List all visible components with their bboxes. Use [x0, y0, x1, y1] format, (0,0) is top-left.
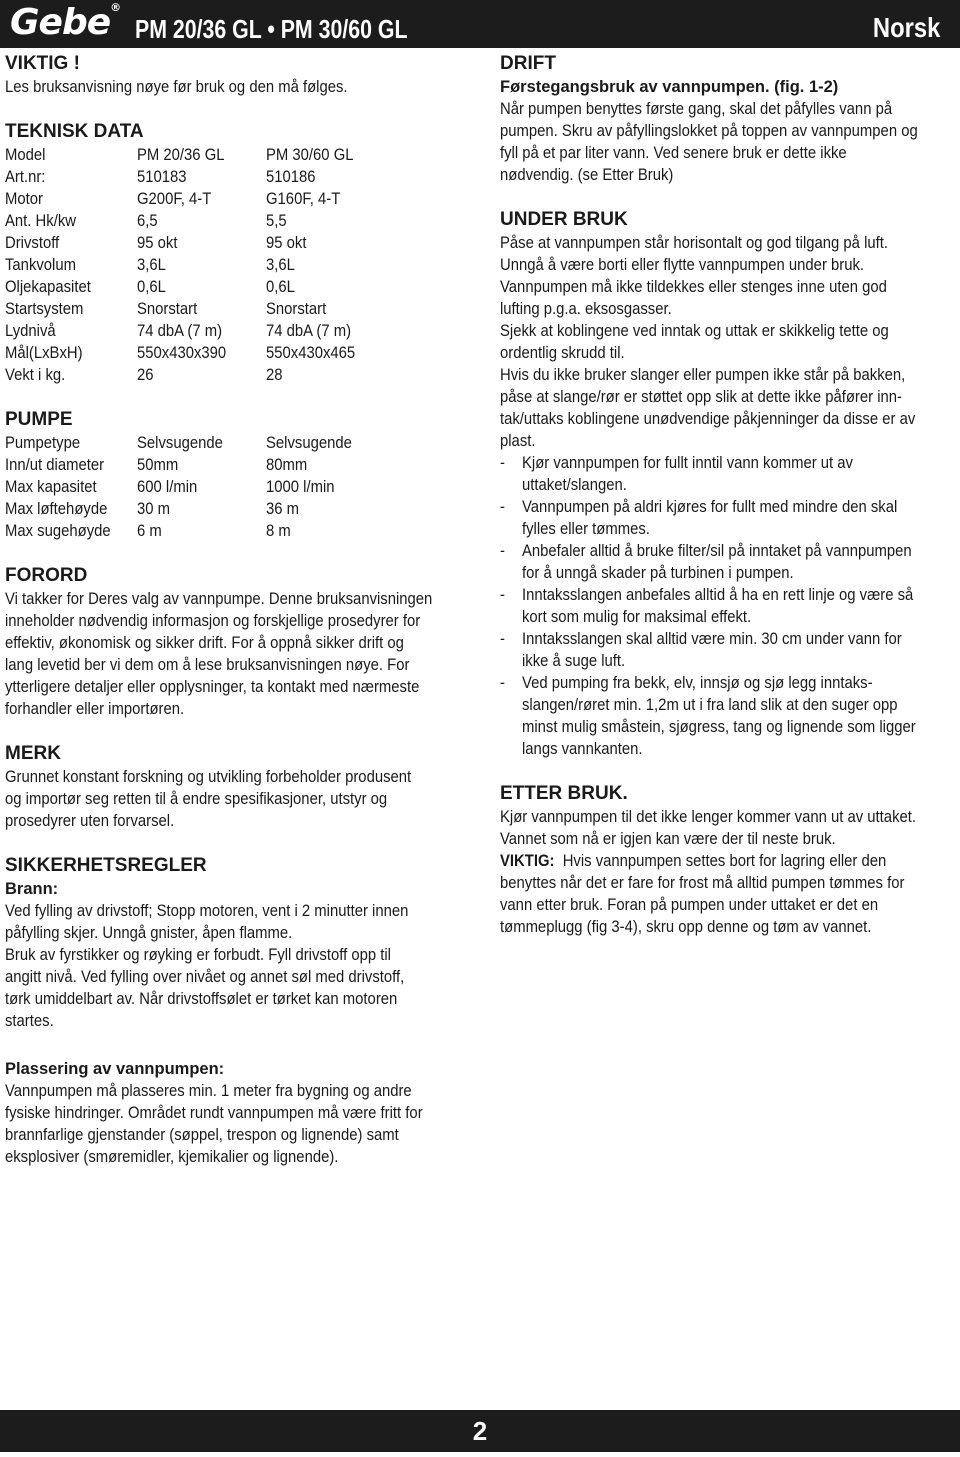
spec-value: G160F, 4-T	[266, 190, 341, 208]
bullet-line: Vannpumpen på aldri kjøres for fullt med mindre den skal	[522, 498, 898, 516]
brann-text	[5, 900, 475, 1032]
spec-value: 6 m	[137, 522, 162, 540]
spec-row	[5, 342, 475, 364]
text-line: lufting p.g.a. eksosgasser.	[500, 300, 672, 318]
text-line: ytterligere detaljer eller opplysninger, ta kontakt med nærmeste	[5, 678, 420, 696]
right-column	[500, 52, 955, 938]
text-line: plast.	[500, 432, 536, 450]
text-line: Vannpumpen må ikke tildekkes eller stenges inne uten god	[500, 278, 887, 296]
drift-heading: DRIFT	[500, 53, 556, 74]
bullet-line: fylles eller tømmes.	[522, 520, 650, 538]
pumpe-table	[5, 432, 475, 542]
text-line: vann etter bruk. Foran på pumpen under uttaket er det en	[500, 896, 879, 914]
text-line: Når pumpen benyttes første gang, skal det påfylles vann på	[500, 100, 893, 118]
viktig-heading: VIKTIG !	[5, 53, 80, 74]
text-line: Unngå å være borti eller flytte vannpumpen under bruk.	[500, 256, 865, 274]
forste-heading: Førstegangsbruk av vannpumpen. (fig. 1-2)	[500, 78, 839, 96]
text-line: eksplosiver (smøremidler, kjemikalier og lignende).	[5, 1148, 339, 1166]
spec-value: PM 20/36 GL	[137, 146, 225, 164]
dash-marker: -	[500, 630, 505, 648]
text-line: tømmeplugg (fig 3-4), skru opp denne og tøm av vannet.	[500, 918, 872, 936]
spec-value: 1000 l/min	[266, 478, 335, 496]
bullet-line: kort som mulig for maksimal effekt.	[522, 608, 752, 626]
language-label: Norsk	[872, 12, 940, 43]
bullet-line: uttaket/slangen.	[522, 476, 627, 494]
spec-label: Ant. Hk/kw	[5, 212, 76, 230]
spec-row	[5, 320, 475, 342]
spec-row	[5, 210, 475, 232]
spec-value: 74 dbA (7 m)	[137, 322, 223, 340]
text-line: tørk umiddelbart av. Når drivstoffsølet er tørket kan motoren	[5, 990, 398, 1008]
text-line: angitt nivå. Ved fylling over nivået og annet søl med drivstoff,	[5, 968, 405, 986]
spec-value: 550x430x390	[137, 344, 227, 362]
spec-label: Inn/ut diameter	[5, 456, 105, 474]
text-line: Vannpumpen må plasseres min. 1 meter fra bygning og andre	[5, 1082, 412, 1100]
spec-label: Pumpetype	[5, 434, 81, 452]
spec-value: 5,5	[266, 212, 287, 230]
text-line: ordentlig skrudd til.	[500, 344, 625, 362]
dash-marker: -	[500, 542, 505, 560]
spec-row	[5, 166, 475, 188]
spec-row	[5, 432, 475, 454]
text-line: Påse at vannpumpen står horisontalt og god tilgang på luft.	[500, 234, 889, 252]
viktig-label: VIKTIG:	[500, 852, 555, 870]
etter-text	[500, 806, 955, 850]
text-line: Ved fylling av drivstoff; Stopp motoren, vent i 2 minutter innen	[5, 902, 409, 920]
text-line: Sjekk at koblingene ved inntak og uttak er skikkelig tette og	[500, 322, 889, 340]
dash-marker: -	[500, 586, 505, 604]
header-bar	[0, 0, 960, 48]
spec-label: Tankvolum	[5, 256, 76, 274]
spec-value: Snorstart	[137, 300, 198, 318]
bullet-line: for å unngå skader på turbinen i pumpen.	[522, 564, 794, 582]
bullet-item	[500, 496, 955, 540]
spec-row	[5, 232, 475, 254]
spec-value: 6,5	[137, 212, 158, 230]
spec-label: Mål(LxBxH)	[5, 344, 83, 362]
spec-value: 74 dbA (7 m)	[266, 322, 352, 340]
spec-value: G200F, 4-T	[137, 190, 212, 208]
text-line: pumpen. Skru av påfyllingslokket på toppen av vannpumpen og	[500, 122, 918, 140]
bullet-line: Inntaksslangen skal alltid være min. 30 cm under vann for	[522, 630, 902, 648]
spec-value: Selvsugende	[266, 434, 352, 452]
dash-marker: -	[500, 454, 505, 472]
text-line: Vannet som nå er igjen kan være der til neste bruk.	[500, 830, 836, 848]
spec-row	[5, 254, 475, 276]
spec-label: Max kapasitet	[5, 478, 97, 496]
viktig-text: Les bruksanvisning nøye før bruk og den må følges.	[5, 78, 348, 96]
spec-value: 26	[137, 366, 154, 384]
viktig-note-first: VIKTIG: Hvis vannpumpen settes bort for lagring eller den	[500, 852, 887, 870]
spec-label: Max løftehøyde	[5, 500, 108, 518]
merk-heading: MERK	[5, 743, 61, 764]
text-line: og importør seg retten til å endre spesifikasjoner, utstyr og	[5, 790, 388, 808]
viktig-note-text	[500, 872, 955, 938]
bullet-line: Kjør vannpumpen for fullt inntil vann kommer ut av	[522, 454, 853, 472]
left-column	[5, 52, 475, 1032]
text-line: brannfarlige gjenstander (søppel, trespon og lignende) samt	[5, 1126, 399, 1144]
spec-label: Oljekapasitet	[5, 278, 91, 296]
forord-text	[5, 588, 475, 720]
spec-value: 3,6L	[266, 256, 295, 274]
text-line: påfylling skjer. Unngå gnister, åpen flamme.	[5, 924, 293, 942]
bullet-item	[500, 584, 955, 628]
pumpe-heading: PUMPE	[5, 409, 73, 430]
text-line: Bruk av fyrstikker og røyking er forbudt. Fyll drivstoff opp til	[5, 946, 391, 964]
spec-value: 80mm	[266, 456, 308, 474]
spec-value: PM 30/60 GL	[266, 146, 354, 164]
page-number: 2	[472, 1416, 488, 1446]
forste-text	[500, 98, 955, 186]
spec-value: 510183	[137, 168, 187, 186]
etter-heading: ETTER BRUK.	[500, 783, 628, 804]
spec-value: 0,6L	[266, 278, 295, 296]
spec-value: 600 l/min	[137, 478, 198, 496]
bullet-line: slangen/røret min. 1,2m ut i fra land slik at den suger opp	[522, 696, 898, 714]
spec-row	[5, 476, 475, 498]
text-line: Vi takker for Deres valg av vannpumpe. Denne bruksanvisningen	[5, 590, 433, 608]
spec-row	[5, 188, 475, 210]
bullet-line: minst mulig småstein, sjøgress, tang og lignende som ligger	[522, 718, 916, 736]
text-line: startes.	[5, 1012, 54, 1030]
model-title: PM 20/36 GL • PM 30/60 GL	[135, 14, 408, 44]
bullet-item	[500, 628, 955, 672]
bullet-line: ikke å suge luft.	[522, 652, 626, 670]
bullet-list	[500, 452, 955, 760]
brann-heading: Brann:	[5, 880, 59, 898]
merk-text	[5, 766, 475, 832]
plassering-heading: Plassering av vannpumpen:	[5, 1060, 225, 1078]
bullet-line: Anbefaler alltid å bruke filter/sil på inntaket på vannpumpen	[522, 542, 912, 560]
spec-value: 50mm	[137, 456, 179, 474]
teknisk-table	[5, 144, 475, 386]
bullet-item	[500, 672, 955, 760]
plassering-section	[5, 1058, 475, 1168]
sikkerhet-heading: SIKKERHETSREGLER	[5, 855, 207, 876]
text-line: påse at slange/rør er støttet opp slik at dette ikke påfører inn-	[500, 388, 902, 406]
spec-label: Startsystem	[5, 300, 84, 318]
spec-row	[5, 144, 475, 166]
text-line: forhandler eller importøren.	[5, 700, 185, 718]
gebe-logo: Gebe®	[10, 1, 121, 43]
text-line: fyll på et par liter vann. Ved senere bruk er dette ikke	[500, 144, 847, 162]
bullet-line: Inntaksslangen anbefales alltid å ha en rett linje og være så	[522, 586, 914, 604]
dash-marker: -	[500, 674, 505, 692]
spec-label: Vekt i kg.	[5, 366, 66, 384]
text-line: effektiv, økonomisk og sikker drift. For å oppnå sikker drift og	[5, 634, 404, 652]
forord-heading: FORORD	[5, 565, 88, 586]
spec-label: Max sugehøyde	[5, 522, 111, 540]
spec-value: 28	[266, 366, 283, 384]
text-line: inneholder nødvendig informasjon og forskjellige prosedyrer for	[5, 612, 421, 630]
text-line: tak/uttaks koblingene unødvendige påkjenninger da disse er av	[500, 410, 916, 428]
spec-value: 550x430x465	[266, 344, 356, 362]
spec-value: Snorstart	[266, 300, 327, 318]
spec-row	[5, 364, 475, 386]
text-line: nødvendig. (se Etter Bruk)	[500, 166, 674, 184]
spec-label: Drivstoff	[5, 234, 60, 252]
spec-value: 510186	[266, 168, 316, 186]
spec-value: 95 okt	[266, 234, 307, 252]
text-line: Hvis du ikke bruker slanger eller pumpen ikke står på bakken,	[500, 366, 906, 384]
bullet-item	[500, 452, 955, 496]
under-heading: UNDER BRUK	[500, 209, 628, 230]
text-line: Kjør vannpumpen til det ikke lenger kommer vann ut av uttaket.	[500, 808, 917, 826]
dash-marker: -	[500, 498, 505, 516]
spec-row	[5, 498, 475, 520]
footer-bar	[0, 1410, 960, 1452]
spec-value: 0,6L	[137, 278, 166, 296]
spec-label: Lydnivå	[5, 322, 56, 340]
spec-value: 30 m	[137, 500, 171, 518]
plassering-text	[5, 1080, 475, 1168]
under-text	[500, 232, 955, 452]
spec-value: 36 m	[266, 500, 300, 518]
spec-value: 3,6L	[137, 256, 166, 274]
spec-label: Model	[5, 146, 46, 164]
bullet-item	[500, 540, 955, 584]
text-line: benyttes når det er fare for frost må alltid pumpen tømmes for	[500, 874, 905, 892]
text-line: fysiske hindringer. Området rundt vannpumpen må være fritt for	[5, 1104, 423, 1122]
teknisk-heading: TEKNISK DATA	[5, 121, 144, 142]
spec-value: 95 okt	[137, 234, 178, 252]
text-line: lang levetid ber vi dem om å lese bruksanvisningen nøye. For	[5, 656, 410, 674]
text-line: prosedyrer uten forvarsel.	[5, 812, 175, 830]
bullet-line: Ved pumping fra bekk, elv, innsjø og sjø legg inntaks-	[522, 674, 873, 692]
spec-label: Motor	[5, 190, 43, 208]
spec-value: 8 m	[266, 522, 291, 540]
bullet-line: langs vannkanten.	[522, 740, 643, 758]
spec-label: Art.nr:	[5, 168, 46, 186]
spec-row	[5, 520, 475, 542]
text-line: Grunnet konstant forskning og utvikling forbeholder produsent	[5, 768, 412, 786]
spec-row	[5, 454, 475, 476]
spec-value: Selvsugende	[137, 434, 223, 452]
spec-row	[5, 298, 475, 320]
spec-row	[5, 276, 475, 298]
